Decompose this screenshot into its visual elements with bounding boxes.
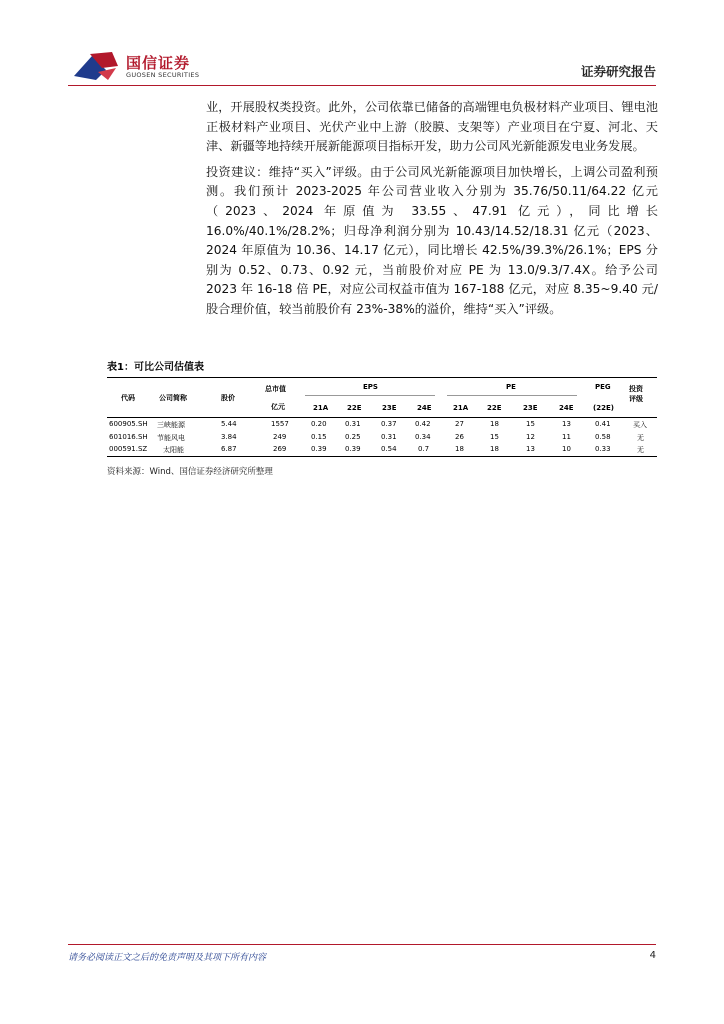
report-type-label: 证券研究报告 <box>580 64 656 79</box>
body-text <box>206 98 658 320</box>
table-header <box>107 378 657 417</box>
logo-english-name: GUOSEN SECURITIES <box>126 71 200 79</box>
cell-eps: 0.37 <box>381 420 397 428</box>
cell-pe: 15 <box>526 420 535 428</box>
cell-eps: 0.42 <box>415 420 431 428</box>
cell-eps: 0.39 <box>345 445 361 453</box>
cell-code: 600905.SH <box>109 420 148 428</box>
paragraph-investment-advice: 投资建议：维持“买入”评级。由于公司风光新能源项目加快增长，上调公司盈利预测。我们预计 2023-2025 年公司营业收入分别为 35.76/50.11/64.22 亿元（2023、2024 年原值为 33.55、47.91 亿元），同比增长 16.0%/40.1%/28.2%；归母净利润分别为 10.43/14.52/18.31 亿元（2023、2024 年原值为 10.36、14.17 亿元），同比增长 42.5%/39.3%/26.1%；EPS 分别为 0.52、0.73、0.92 元，当前股价对应 PE 为 13.0/9.3/7.4X。给予公司 2023 年 16-18 倍 PE，对应公司权益市值为 167-188 亿元，对应 8.35~9.40 元/股合理价值，较当前股价有 23%-38%的溢价，维持“买入”评级。 <box>206 164 658 316</box>
table-row <box>107 431 657 444</box>
cell-code: 000591.SZ <box>109 445 148 453</box>
eps-subrule <box>305 395 435 396</box>
guosen-logo-icon <box>72 50 122 82</box>
footer-divider <box>68 944 656 945</box>
cell-name: 太阳能 <box>163 446 184 454</box>
cell-pe: 18 <box>455 445 464 453</box>
header-mcap-line1: 总市值 <box>265 385 286 393</box>
header-rating-line2: 评级 <box>629 395 643 403</box>
table-title: 表1：可比公司估值表 <box>107 362 204 373</box>
disclaimer-text: 请务必阅读正文之后的免责声明及其项下所有内容 <box>68 953 267 963</box>
cell-mcap: 249 <box>273 432 287 441</box>
cell-rating: 无 <box>637 446 644 454</box>
table-bottom-rule <box>107 456 657 457</box>
paragraph-business: 业，开展股权类投资。此外，公司依靠已储备的高端锂电负极材料产业项目、锂电池正极材料产业项目、光伏产业中上游（胶膜、支架等）产业项目在宁夏、河北、天津、新疆等地持续开展新能源项目指标开发，助力公司风光新能源发电业务发展。 <box>206 100 658 154</box>
cell-name: 节能风电 <box>157 433 185 442</box>
cell-eps: 0.34 <box>415 432 431 441</box>
header-rating-line1: 投资 <box>629 385 643 393</box>
cell-peg: 0.58 <box>595 432 611 441</box>
header-pe-year: 24E <box>559 404 574 412</box>
cell-name: 三峡能源 <box>157 421 185 429</box>
cell-peg: 0.41 <box>595 420 611 428</box>
table-source-note: 资料来源：Wind、国信证券经济研究所整理 <box>107 466 273 477</box>
header-peg-sub: (22E) <box>593 404 614 412</box>
header-peg: PEG <box>595 383 611 391</box>
cell-eps: 0.7 <box>418 445 430 453</box>
cell-mcap: 269 <box>273 445 287 453</box>
cell-eps: 0.54 <box>381 445 397 453</box>
header-name: 公司简称 <box>159 394 187 402</box>
header-price: 股价 <box>221 394 235 402</box>
header-code: 代码 <box>121 394 135 402</box>
cell-pe: 18 <box>490 445 499 453</box>
header-eps-year: 23E <box>382 404 397 412</box>
cell-pe: 27 <box>455 420 464 428</box>
header-divider <box>68 85 656 86</box>
header-eps: EPS <box>363 383 378 391</box>
cell-eps: 0.20 <box>311 420 327 428</box>
header-eps-year: 21A <box>313 404 329 412</box>
logo-chinese-name: 国信证券 <box>126 54 191 72</box>
cell-price: 5.44 <box>221 420 237 428</box>
header-pe-year: 23E <box>523 404 538 412</box>
cell-peg: 0.33 <box>595 445 611 453</box>
table-row <box>107 418 657 431</box>
cell-eps: 0.25 <box>345 432 361 441</box>
header-pe: PE <box>506 383 516 391</box>
cell-pe: 13 <box>526 445 535 453</box>
cell-pe: 12 <box>526 432 535 441</box>
cell-pe: 10 <box>562 445 571 453</box>
cell-eps: 0.31 <box>381 432 397 441</box>
cell-eps: 0.31 <box>345 420 361 428</box>
table-row <box>107 443 657 456</box>
cell-mcap: 1557 <box>271 420 289 428</box>
valuation-table <box>107 358 657 477</box>
cell-rating: 买入 <box>633 421 647 429</box>
cell-price: 6.87 <box>221 445 237 453</box>
header-eps-year: 24E <box>417 404 432 412</box>
cell-pe: 11 <box>562 432 571 441</box>
cell-price: 3.84 <box>221 432 237 441</box>
cell-pe: 15 <box>490 432 499 441</box>
cell-eps: 0.15 <box>311 432 327 441</box>
header-mcap-line2: 亿元 <box>271 403 285 411</box>
header-pe-year: 21A <box>453 404 469 412</box>
cell-pe: 13 <box>562 420 571 428</box>
page-number: 4 <box>649 950 656 961</box>
page-header <box>0 0 724 90</box>
header-pe-year: 22E <box>487 404 502 412</box>
cell-code: 601016.SH <box>109 432 148 441</box>
cell-rating: 无 <box>637 433 644 442</box>
pe-subrule <box>447 395 577 396</box>
header-eps-year: 22E <box>347 404 362 412</box>
cell-pe: 26 <box>455 432 464 441</box>
guosen-logo <box>72 50 202 84</box>
cell-eps: 0.39 <box>311 445 327 453</box>
cell-pe: 18 <box>490 420 499 428</box>
